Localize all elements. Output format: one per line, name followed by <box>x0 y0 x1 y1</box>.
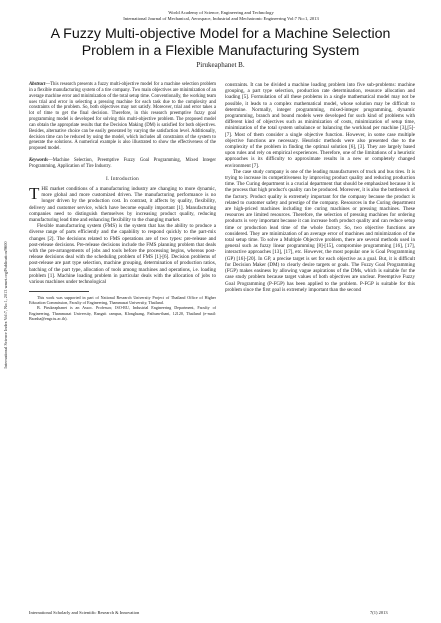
intro-paragraph-2: Flexible manufacturing system (FMS) is the system that has the ability to produce a diverse range of parts efficiently and the capability to respond quickly to the part-mix changes [2]. The decisions related to FMS operations are of two types: pre-release and post-release decisions. Pre-release decisions include the FMS planning problem that deals with the pre-arrangements of jobs and tools before the processing begins, whereas post-release decisions deal with the scheduling problem of FMS [1]-[6]. Decision problems of post-release are part type selection, machine grouping, determination of production ratios, batching of the part type, allocation of tools among machines and operations, i.e. loading problem [1]. Machine loading problem in particular deals with the allocation of jobs to various machines under technological <box>29 223 216 286</box>
keywords <box>29 158 216 170</box>
paper-title: A Fuzzy Multi-objective Model for a Machine Selection Problem in a Flexible Manufacturing System <box>50 26 391 59</box>
journal-header-line1: World Academy of Science, Engineering and Technology <box>168 10 274 15</box>
paper-author: Pirukeaphanet B. <box>196 61 245 69</box>
right-paragraph-1: constraints. It can be divided a machine loading problem into five sub-problems: machine grouping, a part type selection, production rate determination, resource allocation and loading [5]. Formulation of all these problems in a single mathematical model may not be possible, it leads to a complex mathematical model, whose solution may be difficult to determine. Normally, integer programming, mixed-integer programming, dynamic programming, branch and bound models were developed for such kind of problems with different kind of objectives such as minimization of costs, minimization of setup time, minimization of the total system unbalance or balancing the workload per machine [3],[5]-[7]. Most of them consider a single objective function. However, in some case multiple objective functions are necessary. Heuristic methods were also presented due to the complexity of the problem in finding the optimal solution [6], [3]. They are largely based upon rules and rely on empirical experiences. Therefore, one of the limitations of a heuristic approaches is its difficulty to approximate results in a new or completely changed environment [7]. <box>225 82 415 169</box>
right-paragraph-2: The case study company is one of the leading manufacturers of truck and bus tires. It is trying to increase its competitiveness by improving product quality and reducing production time. The Curing department is a crucial department that should be emphasized because it is the process that high product's quality can be produced. Moreover, it is also the bottleneck of the factory. Product quality is extremely important for the company because the product is related to customer safety and prestige of the company. Resources in the Curing department are high-priced machines including tire curing machines or pressing machines. These resources are limited resources. Therefore, the selection of pressing machines for ordering products is very important because it can increase both product quality and can reduce setup time or production lead time of the whole factory. So, two objective functions are considered. They are minimization of an average error of machines and minimization of the total setup time. To solve a Multiple Objective problem, there are several methods used in general such as fuzzy linear programming [8]-[15], compromise programming [16], [17], interactive approaches [13], [17], etc. However, the most popular one is Goal Programming (GP) [16]-[20]. In GP, a precise target is set for each objective as a goal. But, it is difficult for Decision Maker (DM) to clearly desire targets or goals. The Fuzzy Goal Programming (FGP) makes easiness by allowing vague aspirations of the DMs, which is suitable for the case study problem because target values of both objectives are unclear. Preemptive Fuzzy Goal Programming (P-FGP) has been applied to the problem. P-FGP is suitable for this problem since the first goal is extremely important than the second <box>225 168 415 293</box>
keywords-label: Keywords <box>29 158 48 164</box>
journal-header-line2: International Journal of Mechanical, Aerospace, Industrial and Mechatronic Engineering Vol:7 No:1, 2013 <box>123 16 319 21</box>
side-watermark-text: International Science Index Vol:7, No:1, 2013 waset.org/Publication/9600 <box>3 241 8 369</box>
intro-paragraph-1-text: HE market conditions of a manufacturing industry are changing to more dynamic, more global and more customized driven. The manufacturing performance is no longer driven by the production cost. In contrast, it affects by quality, flexibility, delivery and customer service, which have become equally important [1]. Manufacturing companies need to distinguish themselves by increasing product quality, reducing manufacturing lead time and enhancing flexibility to the changing market. <box>29 186 216 224</box>
keywords-text: —Machine Selection, Preemptive Fuzzy Goal Programming, Mixed Integer Programming, Application of Tire Industry. <box>29 158 216 169</box>
footer-volume: 7(1) 2013 <box>370 610 388 615</box>
abstract <box>29 82 216 152</box>
drop-cap: T <box>29 184 40 204</box>
footnote-funding: This work was supported in part of National Research University Project of Thailand Office of Higher Education Commission, Faculty of Engineering, Thammasat University, Thailand. <box>29 295 216 306</box>
section-heading-introduction: I. Introduction <box>106 175 139 182</box>
left-column <box>29 82 216 321</box>
abstract-text: —This research presents a fuzzy multi-objective model for a machine selection problem in a flexible manufacturing system of a tire company. Two main objectives are minimization of an average machine error and minimization of the total setup time. Conventionally, the working team uses trial and error in selecting a pressing machine for each task due to the complexity and constraints of the problem. So, both objectives may not satisfy. Moreover, trial and error takes a lot of time to get the final decision. Therefore, in this research preemptive fuzzy goal programming model is developed for solving this multi-objective problem. The proposed model can obtain the appropriate results that the Decision Making (DM) is satisfied for both objectives. Besides, alternative choice can be easily generated by varying the satisfaction level. Additionally, decision time can be reduced by using the model, which includes all constraints of the system to generate the solutions. A numerical example is also illustrated to show the effectiveness of the proposed model. <box>29 82 216 152</box>
footnote-author: B. Pirukeaphanet is an Assoc. Professor, ISO-RU, Industrial Engineering Department, Faculty of Engineering, Thammasat University, Rangsit campus, Klongluang, Pathum-thani, 12120, Thailand (e-mail: Bsonha@engr.tu.ac.th). <box>29 305 216 321</box>
journal-header <box>40 10 402 22</box>
footnote-divider <box>29 291 89 292</box>
intro-paragraph-1 <box>29 186 216 223</box>
side-watermark <box>1 140 13 470</box>
abstract-label: Abstract <box>29 82 46 87</box>
right-column <box>225 82 415 293</box>
footer-publisher: International Scholarly and Scientific Research & Innovation <box>29 610 140 615</box>
